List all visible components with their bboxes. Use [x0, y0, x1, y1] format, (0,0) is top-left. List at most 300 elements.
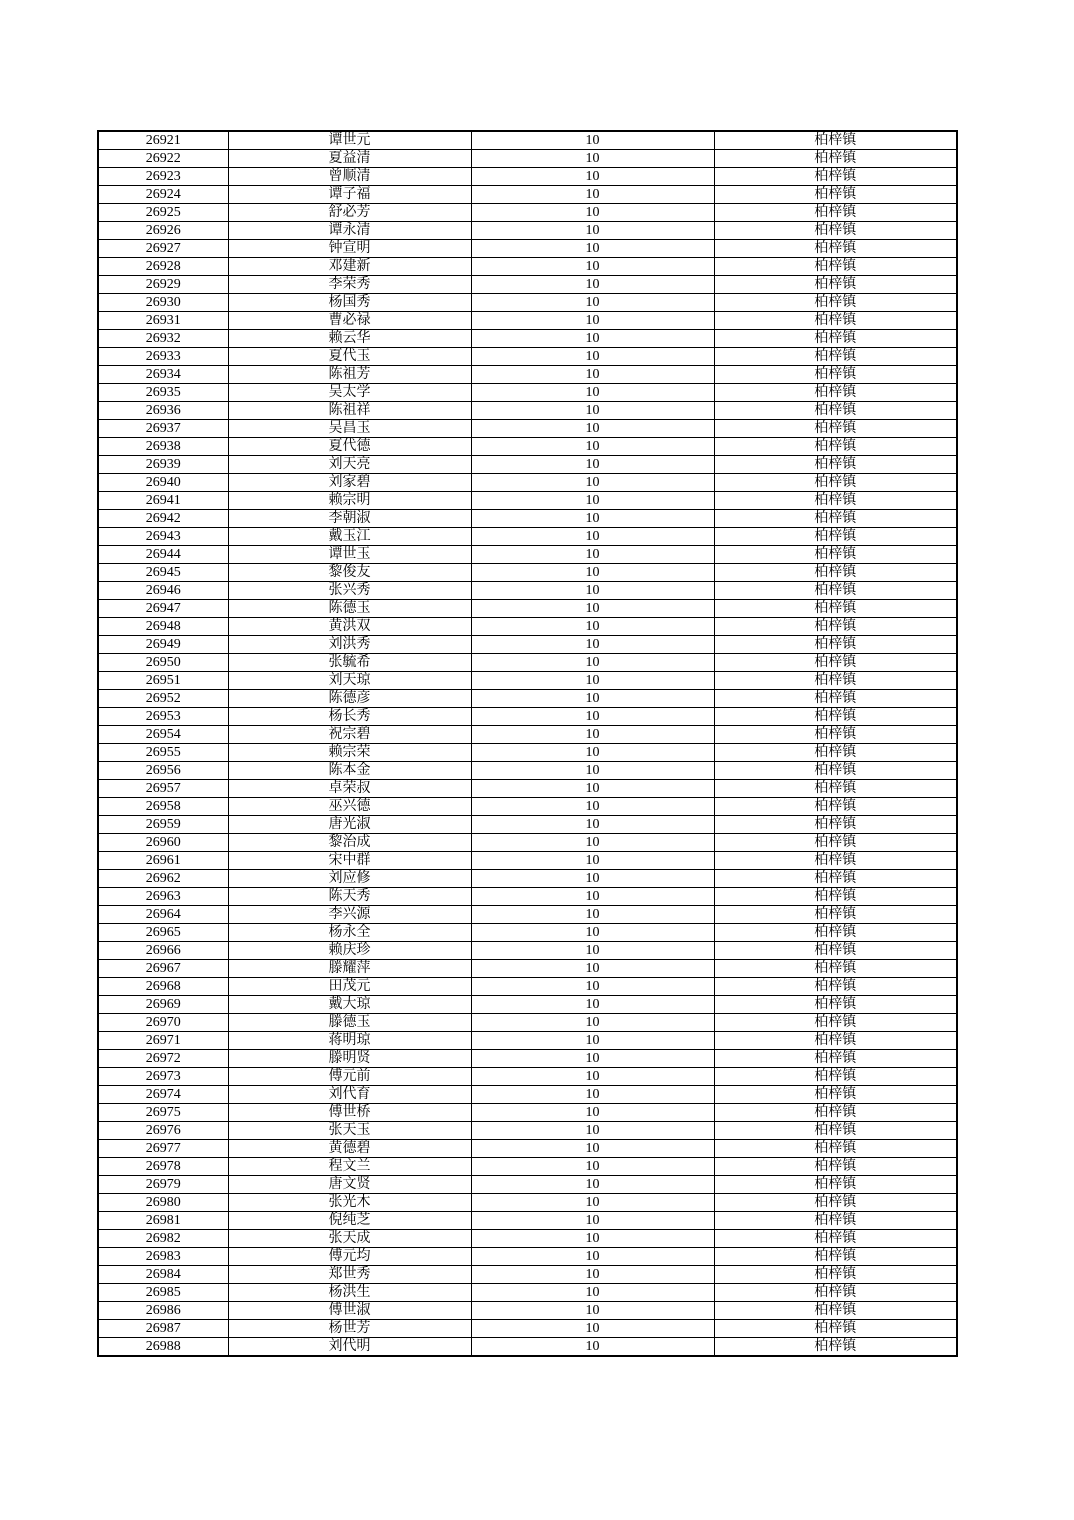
town-cell: 柏梓镇 [714, 996, 957, 1014]
amount-cell: 10 [471, 276, 714, 294]
record-number-cell: 26981 [98, 1212, 228, 1230]
record-number-cell: 26958 [98, 798, 228, 816]
town-cell: 柏梓镇 [714, 420, 957, 438]
name-cell: 蒋明琼 [228, 1032, 471, 1050]
table-row [98, 816, 957, 834]
table-row [98, 402, 957, 420]
record-number-cell: 26941 [98, 492, 228, 510]
town-cell: 柏梓镇 [714, 204, 957, 222]
name-cell: 傅世桥 [228, 1104, 471, 1122]
record-number-cell: 26930 [98, 294, 228, 312]
record-number-cell: 26953 [98, 708, 228, 726]
record-number-cell: 26952 [98, 690, 228, 708]
name-cell: 陈天秀 [228, 888, 471, 906]
name-cell: 张天成 [228, 1230, 471, 1248]
record-number-cell: 26978 [98, 1158, 228, 1176]
name-cell: 刘洪秀 [228, 636, 471, 654]
name-cell: 巫兴德 [228, 798, 471, 816]
table-row [98, 1050, 957, 1068]
table-row [98, 1320, 957, 1338]
town-cell: 柏梓镇 [714, 672, 957, 690]
amount-cell: 10 [471, 1014, 714, 1032]
amount-cell: 10 [471, 690, 714, 708]
amount-cell: 10 [471, 1320, 714, 1338]
name-cell: 唐光淑 [228, 816, 471, 834]
town-cell: 柏梓镇 [714, 366, 957, 384]
name-cell: 李荣秀 [228, 276, 471, 294]
table-row [98, 582, 957, 600]
town-cell: 柏梓镇 [714, 438, 957, 456]
amount-cell: 10 [471, 852, 714, 870]
roster-table-body [98, 131, 957, 1356]
record-number-cell: 26929 [98, 276, 228, 294]
table-row [98, 1068, 957, 1086]
table-row [98, 1140, 957, 1158]
amount-cell: 10 [471, 834, 714, 852]
town-cell: 柏梓镇 [714, 456, 957, 474]
name-cell: 张光木 [228, 1194, 471, 1212]
town-cell: 柏梓镇 [714, 150, 957, 168]
table-row [98, 672, 957, 690]
record-number-cell: 26971 [98, 1032, 228, 1050]
name-cell: 夏代玉 [228, 348, 471, 366]
name-cell: 滕明贤 [228, 1050, 471, 1068]
amount-cell: 10 [471, 474, 714, 492]
amount-cell: 10 [471, 582, 714, 600]
name-cell: 傅元前 [228, 1068, 471, 1086]
town-cell: 柏梓镇 [714, 852, 957, 870]
table-row [98, 474, 957, 492]
town-cell: 柏梓镇 [714, 1140, 957, 1158]
record-number-cell: 26968 [98, 978, 228, 996]
table-row [98, 600, 957, 618]
amount-cell: 10 [471, 1230, 714, 1248]
table-row [98, 924, 957, 942]
amount-cell: 10 [471, 1194, 714, 1212]
table-row [98, 222, 957, 240]
amount-cell: 10 [471, 960, 714, 978]
name-cell: 赖庆珍 [228, 942, 471, 960]
name-cell: 陈德玉 [228, 600, 471, 618]
table-row [98, 960, 957, 978]
name-cell: 杨世芳 [228, 1320, 471, 1338]
town-cell: 柏梓镇 [714, 348, 957, 366]
record-number-cell: 26964 [98, 906, 228, 924]
town-cell: 柏梓镇 [714, 744, 957, 762]
name-cell: 夏益清 [228, 150, 471, 168]
amount-cell: 10 [471, 1122, 714, 1140]
record-number-cell: 26943 [98, 528, 228, 546]
amount-cell: 10 [471, 906, 714, 924]
table-row [98, 384, 957, 402]
amount-cell: 10 [471, 654, 714, 672]
town-cell: 柏梓镇 [714, 870, 957, 888]
town-cell: 柏梓镇 [714, 690, 957, 708]
amount-cell: 10 [471, 942, 714, 960]
name-cell: 傅世淑 [228, 1302, 471, 1320]
table-row [98, 744, 957, 762]
amount-cell: 10 [471, 618, 714, 636]
name-cell: 唐文贤 [228, 1176, 471, 1194]
table-row [98, 1266, 957, 1284]
town-cell: 柏梓镇 [714, 492, 957, 510]
name-cell: 赖宗荣 [228, 744, 471, 762]
table-row [98, 906, 957, 924]
amount-cell: 10 [471, 600, 714, 618]
table-row [98, 708, 957, 726]
table-row [98, 492, 957, 510]
table-row [98, 1176, 957, 1194]
amount-cell: 10 [471, 744, 714, 762]
record-number-cell: 26973 [98, 1068, 228, 1086]
amount-cell: 10 [471, 528, 714, 546]
name-cell: 黎俊友 [228, 564, 471, 582]
name-cell: 陈祖祥 [228, 402, 471, 420]
table-row [98, 564, 957, 582]
town-cell: 柏梓镇 [714, 1248, 957, 1266]
town-cell: 柏梓镇 [714, 131, 957, 150]
amount-cell: 10 [471, 1266, 714, 1284]
town-cell: 柏梓镇 [714, 330, 957, 348]
record-number-cell: 26987 [98, 1320, 228, 1338]
name-cell: 陈德彦 [228, 690, 471, 708]
record-number-cell: 26960 [98, 834, 228, 852]
town-cell: 柏梓镇 [714, 1284, 957, 1302]
amount-cell: 10 [471, 870, 714, 888]
town-cell: 柏梓镇 [714, 1320, 957, 1338]
table-row [98, 996, 957, 1014]
town-cell: 柏梓镇 [714, 1086, 957, 1104]
amount-cell: 10 [471, 438, 714, 456]
table-row [98, 690, 957, 708]
record-number-cell: 26923 [98, 168, 228, 186]
town-cell: 柏梓镇 [714, 780, 957, 798]
town-cell: 柏梓镇 [714, 798, 957, 816]
roster-table [97, 130, 958, 1357]
name-cell: 宋中群 [228, 852, 471, 870]
record-number-cell: 26939 [98, 456, 228, 474]
table-row [98, 852, 957, 870]
name-cell: 祝宗碧 [228, 726, 471, 744]
record-number-cell: 26961 [98, 852, 228, 870]
town-cell: 柏梓镇 [714, 762, 957, 780]
table-row [98, 420, 957, 438]
table-row [98, 131, 957, 150]
table-row [98, 1104, 957, 1122]
amount-cell: 10 [471, 1068, 714, 1086]
record-number-cell: 26944 [98, 546, 228, 564]
town-cell: 柏梓镇 [714, 906, 957, 924]
town-cell: 柏梓镇 [714, 978, 957, 996]
document-page [97, 130, 956, 1357]
amount-cell: 10 [471, 240, 714, 258]
town-cell: 柏梓镇 [714, 1050, 957, 1068]
table-row [98, 762, 957, 780]
name-cell: 滕耀萍 [228, 960, 471, 978]
name-cell: 吴太学 [228, 384, 471, 402]
record-number-cell: 26980 [98, 1194, 228, 1212]
name-cell: 曹必禄 [228, 312, 471, 330]
record-number-cell: 26924 [98, 186, 228, 204]
town-cell: 柏梓镇 [714, 1302, 957, 1320]
record-number-cell: 26927 [98, 240, 228, 258]
table-row [98, 258, 957, 276]
table-row [98, 330, 957, 348]
town-cell: 柏梓镇 [714, 1176, 957, 1194]
table-row [98, 1122, 957, 1140]
town-cell: 柏梓镇 [714, 960, 957, 978]
table-row [98, 1086, 957, 1104]
record-number-cell: 26962 [98, 870, 228, 888]
table-row [98, 348, 957, 366]
record-number-cell: 26925 [98, 204, 228, 222]
amount-cell: 10 [471, 1032, 714, 1050]
record-number-cell: 26948 [98, 618, 228, 636]
amount-cell: 10 [471, 672, 714, 690]
name-cell: 杨长秀 [228, 708, 471, 726]
town-cell: 柏梓镇 [714, 1068, 957, 1086]
name-cell: 倪纯芝 [228, 1212, 471, 1230]
table-row [98, 942, 957, 960]
record-number-cell: 26963 [98, 888, 228, 906]
town-cell: 柏梓镇 [714, 600, 957, 618]
record-number-cell: 26985 [98, 1284, 228, 1302]
town-cell: 柏梓镇 [714, 618, 957, 636]
table-row [98, 978, 957, 996]
name-cell: 吴昌玉 [228, 420, 471, 438]
record-number-cell: 26986 [98, 1302, 228, 1320]
record-number-cell: 26957 [98, 780, 228, 798]
record-number-cell: 26946 [98, 582, 228, 600]
name-cell: 傅元均 [228, 1248, 471, 1266]
name-cell: 杨国秀 [228, 294, 471, 312]
town-cell: 柏梓镇 [714, 276, 957, 294]
name-cell: 陈祖芳 [228, 366, 471, 384]
table-row [98, 204, 957, 222]
name-cell: 黎治成 [228, 834, 471, 852]
record-number-cell: 26959 [98, 816, 228, 834]
table-row [98, 528, 957, 546]
record-number-cell: 26945 [98, 564, 228, 582]
record-number-cell: 26979 [98, 1176, 228, 1194]
town-cell: 柏梓镇 [714, 636, 957, 654]
table-row [98, 1014, 957, 1032]
amount-cell: 10 [471, 1302, 714, 1320]
town-cell: 柏梓镇 [714, 402, 957, 420]
record-number-cell: 26972 [98, 1050, 228, 1068]
town-cell: 柏梓镇 [714, 1212, 957, 1230]
table-row [98, 276, 957, 294]
town-cell: 柏梓镇 [714, 816, 957, 834]
record-number-cell: 26935 [98, 384, 228, 402]
table-row [98, 240, 957, 258]
name-cell: 刘天琼 [228, 672, 471, 690]
table-row [98, 186, 957, 204]
record-number-cell: 26942 [98, 510, 228, 528]
town-cell: 柏梓镇 [714, 726, 957, 744]
name-cell: 张毓希 [228, 654, 471, 672]
town-cell: 柏梓镇 [714, 168, 957, 186]
table-row [98, 1302, 957, 1320]
record-number-cell: 26966 [98, 942, 228, 960]
name-cell: 谭世玉 [228, 546, 471, 564]
name-cell: 黄德碧 [228, 1140, 471, 1158]
record-number-cell: 26974 [98, 1086, 228, 1104]
name-cell: 戴大琼 [228, 996, 471, 1014]
name-cell: 谭子福 [228, 186, 471, 204]
amount-cell: 10 [471, 1104, 714, 1122]
record-number-cell: 26936 [98, 402, 228, 420]
record-number-cell: 26932 [98, 330, 228, 348]
table-row [98, 438, 957, 456]
table-row [98, 294, 957, 312]
name-cell: 郑世秀 [228, 1266, 471, 1284]
table-row [98, 510, 957, 528]
record-number-cell: 26951 [98, 672, 228, 690]
record-number-cell: 26934 [98, 366, 228, 384]
amount-cell: 10 [471, 1176, 714, 1194]
amount-cell: 10 [471, 546, 714, 564]
record-number-cell: 26933 [98, 348, 228, 366]
town-cell: 柏梓镇 [714, 528, 957, 546]
amount-cell: 10 [471, 924, 714, 942]
amount-cell: 10 [471, 1338, 714, 1357]
name-cell: 张兴秀 [228, 582, 471, 600]
record-number-cell: 26984 [98, 1266, 228, 1284]
name-cell: 程文兰 [228, 1158, 471, 1176]
name-cell: 刘天亮 [228, 456, 471, 474]
record-number-cell: 26975 [98, 1104, 228, 1122]
town-cell: 柏梓镇 [714, 1194, 957, 1212]
town-cell: 柏梓镇 [714, 312, 957, 330]
record-number-cell: 26928 [98, 258, 228, 276]
record-number-cell: 26937 [98, 420, 228, 438]
amount-cell: 10 [471, 492, 714, 510]
amount-cell: 10 [471, 996, 714, 1014]
town-cell: 柏梓镇 [714, 240, 957, 258]
amount-cell: 10 [471, 1248, 714, 1266]
table-row [98, 780, 957, 798]
table-row [98, 1212, 957, 1230]
name-cell: 杨洪生 [228, 1284, 471, 1302]
record-number-cell: 26921 [98, 131, 228, 150]
record-number-cell: 26922 [98, 150, 228, 168]
town-cell: 柏梓镇 [714, 186, 957, 204]
amount-cell: 10 [471, 456, 714, 474]
table-row [98, 1230, 957, 1248]
town-cell: 柏梓镇 [714, 1266, 957, 1284]
table-row [98, 150, 957, 168]
record-number-cell: 26940 [98, 474, 228, 492]
table-row [98, 888, 957, 906]
amount-cell: 10 [471, 1158, 714, 1176]
name-cell: 邓建新 [228, 258, 471, 276]
table-row [98, 366, 957, 384]
town-cell: 柏梓镇 [714, 510, 957, 528]
table-row [98, 456, 957, 474]
amount-cell: 10 [471, 150, 714, 168]
record-number-cell: 26983 [98, 1248, 228, 1266]
table-row [98, 1158, 957, 1176]
record-number-cell: 26970 [98, 1014, 228, 1032]
name-cell: 赖云华 [228, 330, 471, 348]
name-cell: 杨永全 [228, 924, 471, 942]
town-cell: 柏梓镇 [714, 1338, 957, 1357]
amount-cell: 10 [471, 402, 714, 420]
town-cell: 柏梓镇 [714, 1158, 957, 1176]
town-cell: 柏梓镇 [714, 564, 957, 582]
town-cell: 柏梓镇 [714, 582, 957, 600]
amount-cell: 10 [471, 348, 714, 366]
town-cell: 柏梓镇 [714, 834, 957, 852]
name-cell: 钟宣明 [228, 240, 471, 258]
amount-cell: 10 [471, 636, 714, 654]
town-cell: 柏梓镇 [714, 258, 957, 276]
name-cell: 陈本金 [228, 762, 471, 780]
table-row [98, 1032, 957, 1050]
name-cell: 刘代育 [228, 1086, 471, 1104]
amount-cell: 10 [471, 294, 714, 312]
table-row [98, 1248, 957, 1266]
amount-cell: 10 [471, 726, 714, 744]
name-cell: 李兴源 [228, 906, 471, 924]
table-row [98, 870, 957, 888]
name-cell: 谭世元 [228, 131, 471, 150]
record-number-cell: 26965 [98, 924, 228, 942]
table-row [98, 618, 957, 636]
amount-cell: 10 [471, 1284, 714, 1302]
record-number-cell: 26967 [98, 960, 228, 978]
name-cell: 刘家碧 [228, 474, 471, 492]
amount-cell: 10 [471, 384, 714, 402]
table-row [98, 834, 957, 852]
town-cell: 柏梓镇 [714, 474, 957, 492]
name-cell: 刘代明 [228, 1338, 471, 1357]
amount-cell: 10 [471, 366, 714, 384]
record-number-cell: 26926 [98, 222, 228, 240]
amount-cell: 10 [471, 1050, 714, 1068]
amount-cell: 10 [471, 168, 714, 186]
table-row [98, 312, 957, 330]
town-cell: 柏梓镇 [714, 1122, 957, 1140]
amount-cell: 10 [471, 780, 714, 798]
amount-cell: 10 [471, 762, 714, 780]
town-cell: 柏梓镇 [714, 654, 957, 672]
amount-cell: 10 [471, 222, 714, 240]
town-cell: 柏梓镇 [714, 708, 957, 726]
town-cell: 柏梓镇 [714, 1104, 957, 1122]
table-row [98, 1194, 957, 1212]
amount-cell: 10 [471, 258, 714, 276]
name-cell: 夏代德 [228, 438, 471, 456]
town-cell: 柏梓镇 [714, 1014, 957, 1032]
amount-cell: 10 [471, 330, 714, 348]
record-number-cell: 26950 [98, 654, 228, 672]
town-cell: 柏梓镇 [714, 1230, 957, 1248]
name-cell: 曾顺清 [228, 168, 471, 186]
amount-cell: 10 [471, 510, 714, 528]
town-cell: 柏梓镇 [714, 888, 957, 906]
table-row [98, 168, 957, 186]
amount-cell: 10 [471, 312, 714, 330]
amount-cell: 10 [471, 1086, 714, 1104]
record-number-cell: 26954 [98, 726, 228, 744]
table-row [98, 636, 957, 654]
table-row [98, 1284, 957, 1302]
name-cell: 卓荣叔 [228, 780, 471, 798]
record-number-cell: 26969 [98, 996, 228, 1014]
table-row [98, 798, 957, 816]
